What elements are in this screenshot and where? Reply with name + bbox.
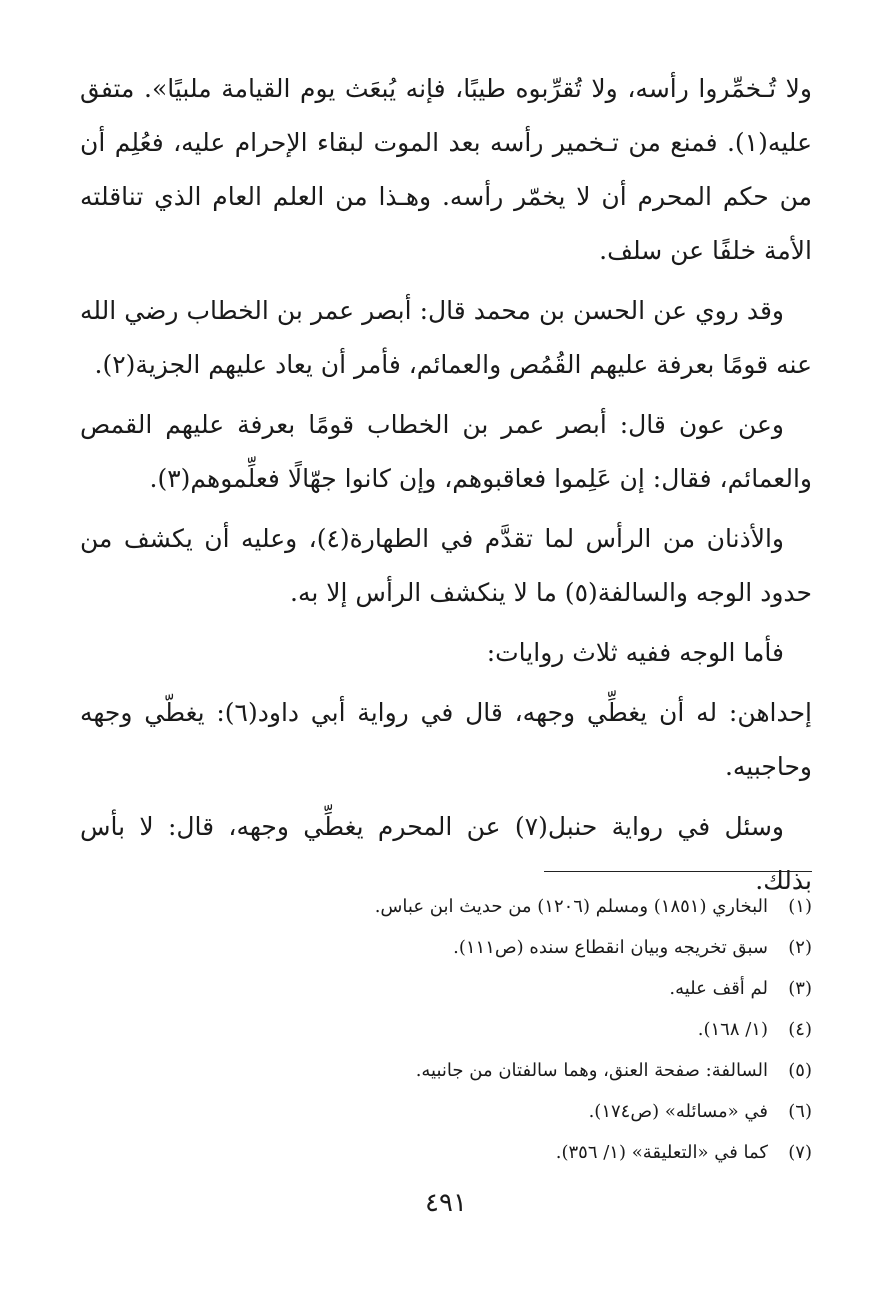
footnotes bbox=[80, 886, 812, 1173]
footnote bbox=[80, 968, 812, 1009]
footnote bbox=[80, 886, 812, 927]
paragraph-2: وقد روي عن الحسن بن محمد قال: أبصر عمر بن الخطاب رضي الله عنه قومًا بعرفة عليهم القُمُص والعمائم، فأمر أن يعاد عليهم الجزية(٢). bbox=[80, 296, 812, 379]
paragraph-3: وعن عون قال: أبصر عمر بن الخطاب قومًا بعرفة عليهم القمص والعمائم، فقال: إن عَلِموا فعاقبوهم، وإن كانوا جهّالًا فعلِّموهم(٣). bbox=[80, 410, 812, 493]
footnote-number: (٥) bbox=[788, 1060, 812, 1081]
footnote bbox=[80, 927, 812, 968]
footnote-number: (٣) bbox=[788, 978, 812, 999]
footnote-number: (٤) bbox=[788, 1019, 812, 1040]
footnote-text: البخاري (١٨٥١) ومسلم (١٢٠٦) من حديث ابن عباس. bbox=[374, 896, 768, 917]
paragraph-1: ولا تُـخمِّروا رأسه، ولا تُقرِّبوه طيبًا، فإنه يُبعَث يوم القيامة ملبيًا». متفق عليه(١). فمنع من تـخمير رأسه بعد الموت لبقاء الإحرام عليه، فعُلِم أن من حكم المحرم أن لا يخمّر رأسه. وهـذا من العلم العام الذي تناقلته الأمة خلفًا عن سلف. bbox=[80, 74, 812, 265]
paragraph-4: والأذنان من الرأس لما تقدَّم في الطهارة(٤)، وعليه أن يكشف من حدود الوجه والسالفة(٥) ما لا ينكشف الرأس إلا به. bbox=[80, 524, 812, 607]
paragraph-6: إحداهن: له أن يغطِّي وجهه، قال في رواية أبي داود(٦): يغطّي وجهه وحاجبيه. bbox=[80, 698, 813, 781]
footnote-text: كما في «التعليقة» (١/ ٣٥٦). bbox=[555, 1142, 768, 1163]
footnote-text: السالفة: صفحة العنق، وهما سالفتان من جانبيه. bbox=[415, 1060, 768, 1081]
footnote-number: (٢) bbox=[788, 937, 812, 958]
footnote-text: (١/ ١٦٨). bbox=[697, 1019, 768, 1040]
footnote bbox=[80, 1009, 812, 1050]
main-text bbox=[80, 62, 812, 908]
footnote-number: (١) bbox=[788, 896, 812, 917]
footnote-text: في «مسائله» (ص١٧٤). bbox=[588, 1101, 768, 1122]
footnote bbox=[80, 1091, 812, 1132]
footnote-number: (٧) bbox=[788, 1142, 812, 1163]
paragraph-7: وسئل في رواية حنبل(٧) عن المحرم يغطِّي وجهه، قال: لا بأس بذلك. bbox=[80, 812, 812, 895]
footnote-divider bbox=[544, 871, 812, 872]
page-number: ٤٩١ bbox=[425, 1188, 467, 1218]
footnote-text: سبق تخريجه وبيان انقطاع سنده (ص١١١). bbox=[453, 937, 768, 958]
footnote-text: لم أقف عليه. bbox=[669, 978, 768, 999]
footnote-number: (٦) bbox=[788, 1101, 812, 1122]
footnote bbox=[80, 1050, 812, 1091]
footnote bbox=[80, 1132, 812, 1173]
paragraph-5: فأما الوجه ففيه ثلاث روايات: bbox=[486, 638, 784, 667]
